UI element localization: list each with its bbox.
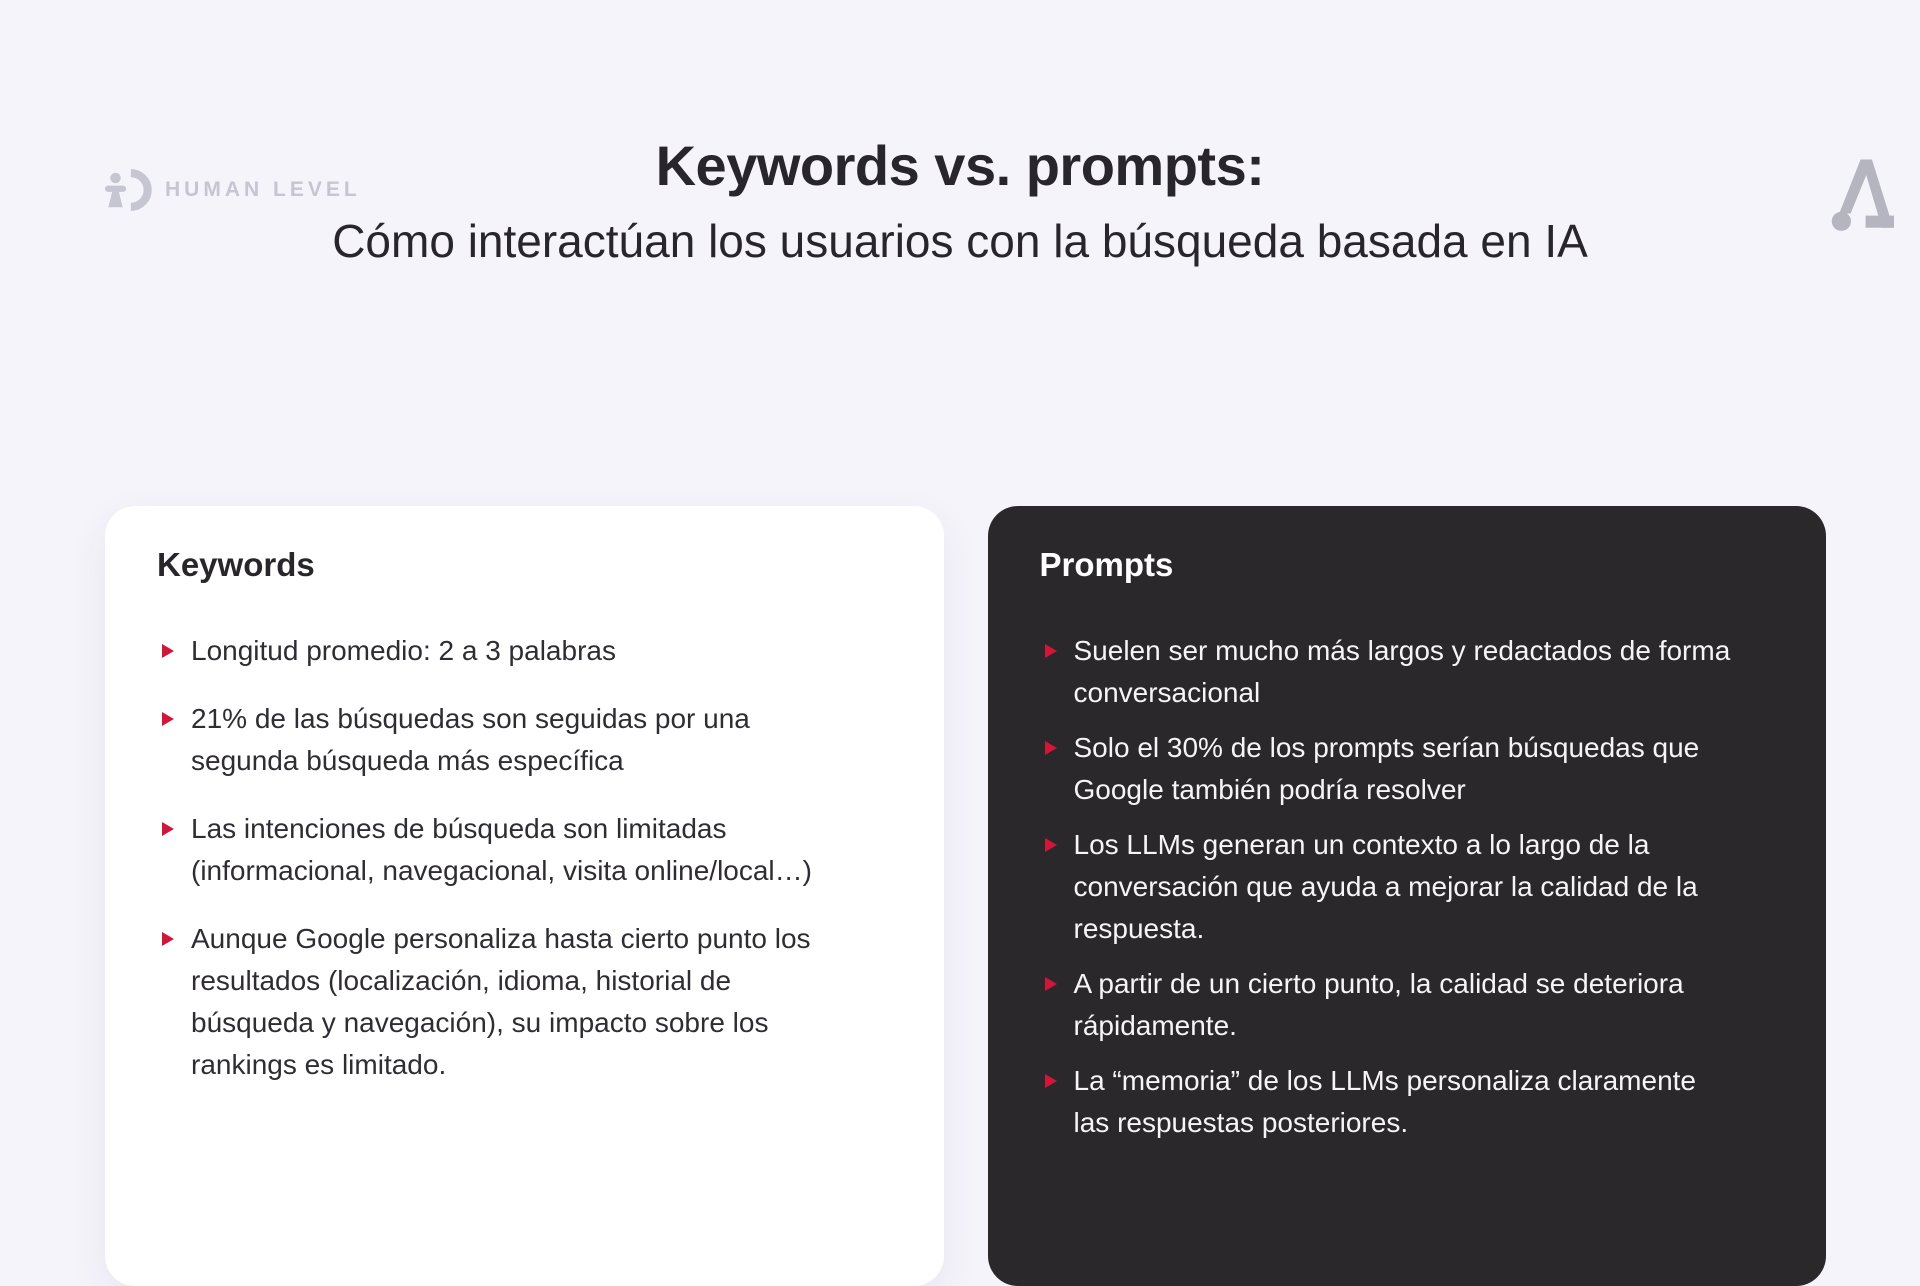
bullet-item (1040, 727, 1735, 811)
bullet-marker-icon (162, 932, 174, 946)
bullet-item (157, 698, 852, 782)
bullet-marker-icon (1045, 977, 1057, 991)
bullet-item (157, 918, 852, 1086)
prompts-card-heading: Prompts (1039, 546, 1174, 583)
human-level-logo-icon (104, 168, 152, 212)
bullet-item (1040, 1060, 1735, 1144)
prompts-bullet-list (1040, 630, 1735, 1144)
bullet-item (157, 630, 852, 672)
slide-subtitle: Cómo interactúan los usuarios con la búsqueda basada en IA (332, 215, 1588, 268)
bullet-text: Los LLMs generan un contexto a lo largo de la conversación que ayuda a mejorar la calidad de la respuesta. (1073, 828, 1698, 944)
bullet-text: Las intenciones de búsqueda son limitadas (informacional, navegacional, visita online/local…) (191, 812, 812, 886)
bullet-marker-icon (1045, 838, 1057, 852)
bullet-text: 21% de las búsquedas son seguidas por una segunda búsqueda más específica (191, 702, 750, 776)
bullet-item (1040, 963, 1735, 1047)
slide-title: Keywords vs. prompts: (655, 134, 1265, 197)
bullet-marker-icon (162, 712, 174, 726)
prompts-card (988, 506, 1827, 1286)
keywords-card (105, 506, 944, 1286)
bullet-item (1040, 630, 1735, 714)
bullet-marker-icon (1045, 1074, 1057, 1088)
bullet-text: Solo el 30% de los prompts serían búsquedas que Google también podría resolver (1073, 731, 1700, 805)
bullet-item (1040, 824, 1735, 950)
brand-name: HUMAN LEVEL (165, 178, 361, 201)
bullet-text: Aunque Google personaliza hasta cierto punto los resultados (localización, idioma, historial de búsqueda y navegación), su impacto sobre los rankings es limitado. (191, 922, 811, 1080)
bullet-marker-icon (1045, 741, 1057, 755)
bullet-marker-icon (1045, 644, 1057, 658)
comparison-cards (105, 506, 1826, 1286)
slide (0, 134, 1920, 1138)
bullet-text: Suelen ser mucho más largos y redactados de forma conversacional (1073, 634, 1731, 708)
bullet-marker-icon (162, 644, 174, 658)
bullet-text: A partir de un cierto punto, la calidad se deteriora rápidamente. (1073, 967, 1684, 1041)
bullet-marker-icon (162, 822, 174, 836)
keywords-card-heading: Keywords (157, 546, 315, 583)
a-mark-logo (1830, 158, 1894, 232)
bullet-item (157, 808, 852, 892)
bullet-text: Longitud promedio: 2 a 3 palabras (191, 634, 616, 666)
bullet-text: La “memoria” de los LLMs personaliza claramente las respuestas posteriores. (1073, 1064, 1696, 1138)
brand (104, 168, 361, 212)
keywords-bullet-list (157, 630, 852, 1086)
